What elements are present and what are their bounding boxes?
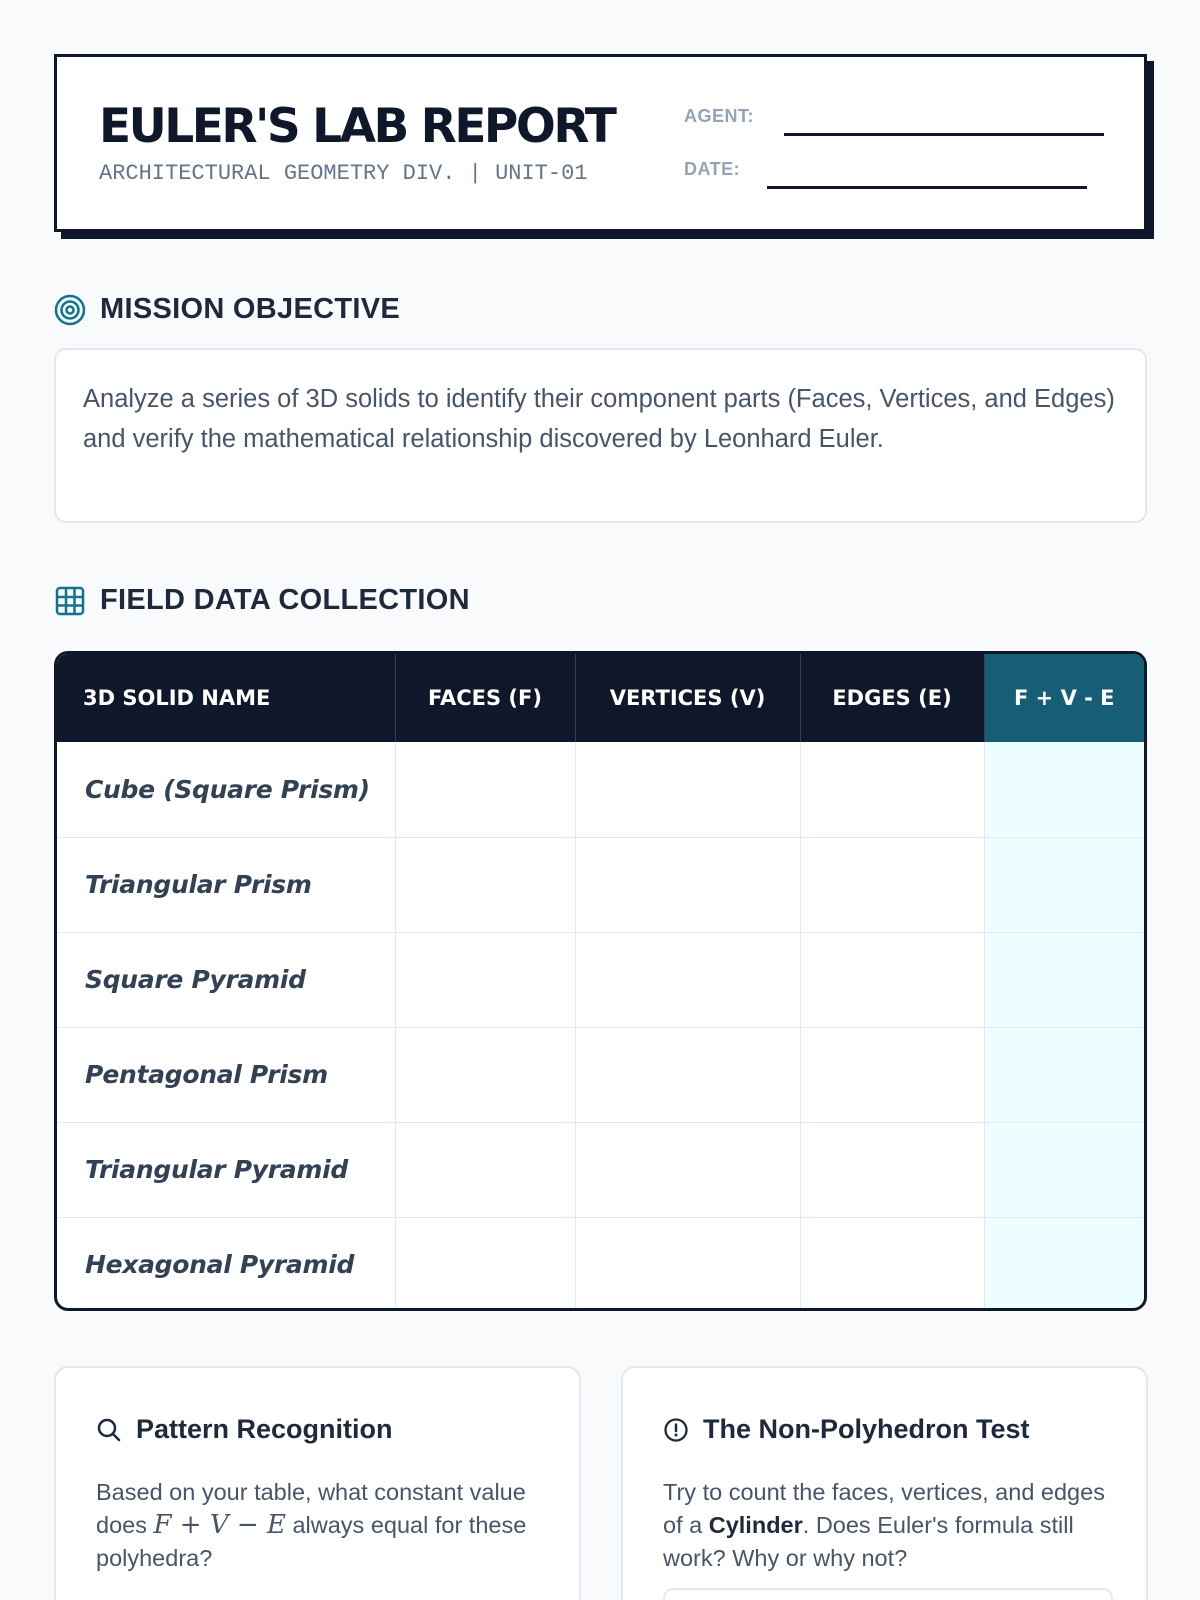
pattern-card-title (96, 1414, 393, 1445)
search-icon (96, 1417, 122, 1443)
vertices-cell[interactable] (575, 742, 800, 837)
edges-cell[interactable] (800, 742, 984, 837)
solid-name: Triangular Pyramid (57, 1122, 395, 1217)
column-header-solid-name: 3D SOLID NAME (57, 654, 395, 742)
non-poly-answer-box[interactable] (663, 1588, 1113, 1600)
alert-circle-icon (663, 1417, 689, 1443)
date-label: DATE: (684, 159, 741, 179)
fve-cell[interactable] (984, 837, 1144, 932)
column-header-vertices: VERTICES (V) (575, 654, 800, 742)
agent-label: AGENT: (684, 106, 754, 126)
faces-cell[interactable] (395, 1217, 575, 1311)
table-row (57, 742, 1144, 837)
non-poly-card-title (663, 1414, 1030, 1445)
field-data-table (54, 651, 1147, 1311)
solid-name: Hexagonal Pyramid (57, 1217, 395, 1311)
fve-cell[interactable] (984, 742, 1144, 837)
fve-cell[interactable] (984, 932, 1144, 1027)
fve-cell[interactable] (984, 1122, 1144, 1217)
faces-cell[interactable] (395, 837, 575, 932)
vertices-cell[interactable] (575, 837, 800, 932)
report-title: EULER'S LAB REPORT (99, 99, 615, 154)
vertices-cell[interactable] (575, 1027, 800, 1122)
table-header-row (57, 654, 1144, 742)
cylinder-word: Cylinder (708, 1512, 803, 1538)
fve-cell[interactable] (984, 1027, 1144, 1122)
target-icon (54, 294, 86, 326)
table-row (57, 1027, 1144, 1122)
vertices-cell[interactable] (575, 932, 800, 1027)
faces-cell[interactable] (395, 1027, 575, 1122)
mission-objective-heading (54, 293, 400, 326)
column-header-fve: F + V - E (984, 654, 1144, 742)
table-row (57, 1122, 1144, 1217)
table-row (57, 837, 1144, 932)
non-poly-card-title-text: The Non-Polyhedron Test (703, 1414, 1030, 1444)
field-data-heading-label: FIELD DATA COLLECTION (100, 584, 470, 616)
vertices-cell[interactable] (575, 1217, 800, 1311)
non-poly-card-body (663, 1476, 1113, 1575)
field-data-heading (54, 584, 470, 617)
faces-cell[interactable] (395, 932, 575, 1027)
mission-text: Analyze a series of 3D solids to identify their component parts (Faces, Vertices, and Edges) and verify the mathematical relationship discovered by Leonhard Euler. (83, 385, 1115, 453)
non-polyhedron-card (621, 1366, 1148, 1600)
pattern-text-before: Based on your table, what constant value does (96, 1479, 526, 1538)
column-header-faces: FACES (F) (395, 654, 575, 742)
pattern-card-body (96, 1476, 546, 1575)
mission-text-box (54, 348, 1147, 523)
pattern-text-after: always equal for these polyhedra? (96, 1512, 527, 1571)
table-row (57, 932, 1144, 1027)
formula: F + V − E (153, 1510, 286, 1540)
faces-cell[interactable] (395, 1122, 575, 1217)
pattern-card-title-text: Pattern Recognition (136, 1414, 393, 1444)
table-icon (54, 585, 86, 617)
column-header-edges: EDGES (E) (800, 654, 984, 742)
edges-cell[interactable] (800, 1027, 984, 1122)
mission-heading-label: MISSION OBJECTIVE (100, 293, 400, 325)
non-poly-text-after: . Does Euler's formula still work? Why or why not? (663, 1512, 1074, 1571)
date-field-line[interactable] (767, 186, 1087, 189)
edges-cell[interactable] (800, 837, 984, 932)
edges-cell[interactable] (800, 1122, 984, 1217)
edges-cell[interactable] (800, 1217, 984, 1311)
faces-cell[interactable] (395, 742, 575, 837)
fve-cell[interactable] (984, 1217, 1144, 1311)
solid-name: Pentagonal Prism (57, 1027, 395, 1122)
report-header-card (54, 54, 1147, 232)
non-poly-text-before: Try to count the faces, vertices, and edges of a (663, 1479, 1105, 1538)
solid-name: Cube (Square Prism) (57, 742, 395, 837)
edges-cell[interactable] (800, 932, 984, 1027)
solid-name: Square Pyramid (57, 932, 395, 1027)
table-row (57, 1217, 1144, 1311)
solid-name: Triangular Prism (57, 837, 395, 932)
agent-field-line[interactable] (784, 133, 1104, 136)
pattern-recognition-card (54, 1366, 581, 1600)
vertices-cell[interactable] (575, 1122, 800, 1217)
report-subtitle: ARCHITECTURAL GEOMETRY DIV. | UNIT-01 (99, 161, 588, 186)
